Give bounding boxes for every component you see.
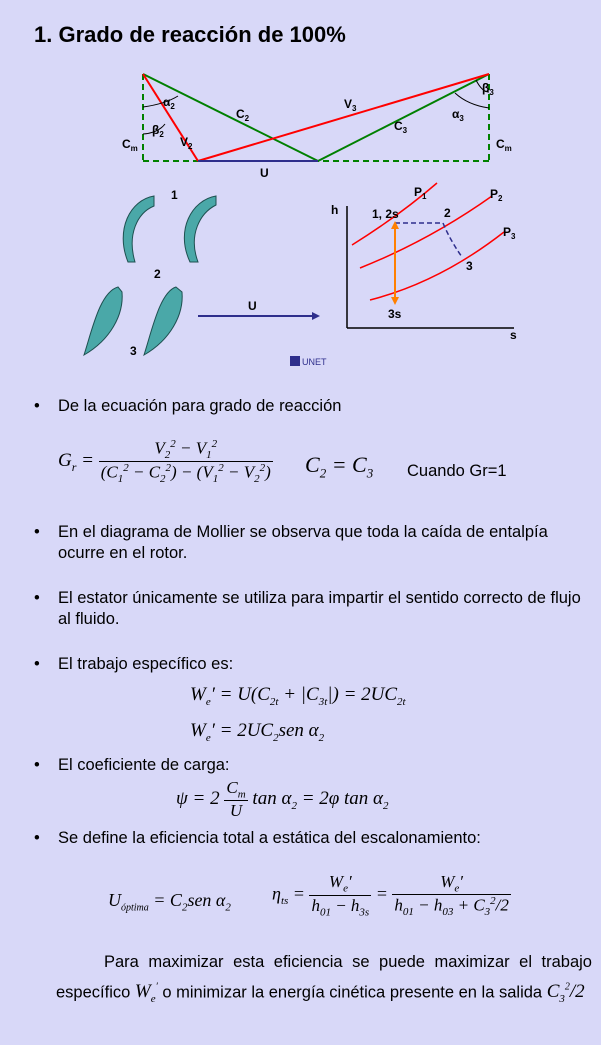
svg-text:V3: $V_3$ xyxy=(344,97,357,113)
work-formula-1: $W_e' = U(C_{2t} + |C_{3t}|) = 2UC_{2t}$ xyxy=(190,684,406,708)
svg-text:β2: $\beta_2$ xyxy=(152,123,164,139)
c2-equals-c3: $C_2 = C_3$ xyxy=(305,452,374,481)
svg-text:U: U xyxy=(260,166,269,180)
svg-text:3s: 3s xyxy=(388,307,402,321)
optimal-u-formula: $U_{óptima} = C_2sen$ $\alpha_2$ xyxy=(108,890,231,914)
svg-text:U: U xyxy=(248,299,257,313)
reaction-degree-formula: $G_r$ = $\frac{V_2^2 - V_1^2}{(C_1^2 - C_2^2) - (V_1^2 - V_2^2)}$ xyxy=(58,438,271,486)
svg-text:3: 3 xyxy=(466,259,473,273)
cuando-label: Cuando Gr=1 xyxy=(407,462,507,480)
svg-text:P3: $P_3$ xyxy=(503,225,516,241)
svg-text:2: 2 xyxy=(444,206,451,220)
svg-text:3: 3 xyxy=(130,344,137,358)
svg-text:1: 1 xyxy=(171,188,178,202)
svg-text:2: 2 xyxy=(154,267,161,281)
work-formula-2: $W_e' = 2UC_2sen$ $\alpha_2$ xyxy=(190,720,325,744)
svg-text:P2: $P_2$ xyxy=(490,187,503,203)
efficiency-formula: $\eta_{ts}$ = $\frac{W_e'}{h_{01} - h_{3s}}$ = $\frac{W_e'}{h_{01} - h_{03} + C_3^2/2}$ xyxy=(272,872,509,919)
svg-text:C3: $C_3$ xyxy=(394,119,408,135)
svg-text:P1: $P_1$ xyxy=(414,185,427,201)
svg-text:V2: $V_2$ xyxy=(180,135,193,151)
svg-text:α3: $\alpha_3$ xyxy=(452,107,464,123)
svg-text:α2: $\alpha_2$ xyxy=(163,95,175,111)
svg-text:h: h xyxy=(331,203,339,217)
velocity-triangle-diagram xyxy=(0,0,601,380)
unet-logo: UNET xyxy=(302,357,327,367)
closing-paragraph: Para maximizar esta eficiencia se puede maximizar el trabajo específico $W_e'$ o minimizar la energía cinética presente en la salida $C_3^2/2$ xyxy=(56,953,592,1006)
svg-text:1, 2s: 1, 2s xyxy=(372,207,399,221)
page-title: 1. Grado de reacción de 100% xyxy=(34,22,346,47)
svg-text:s: s xyxy=(510,328,517,342)
svg-text:Cm: $C_m$ xyxy=(496,137,512,153)
load-coefficient-formula: ψ = 2 $\frac{C_m}{U}$ $\tan \alpha_2 = 2\varphi$ $\tan \alpha_2$ xyxy=(176,778,389,821)
svg-text:β3: $\beta_3$ xyxy=(482,81,494,97)
svg-text:Cm: $C_m$ xyxy=(122,137,138,153)
svg-text:C2: $C_2$ xyxy=(236,107,250,123)
